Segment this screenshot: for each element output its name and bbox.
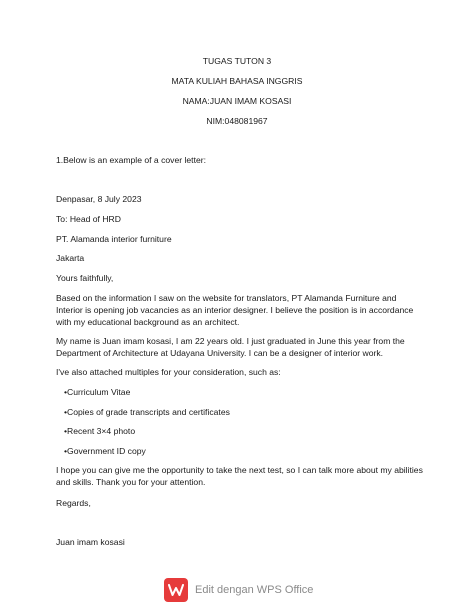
- letter-signature-name: Juan imam kosasi: [56, 537, 125, 547]
- letter-company: PT. Alamanda interior furniture: [56, 234, 172, 244]
- wps-logo-icon: [164, 578, 188, 602]
- attachments-intro: I've also attached multiples for your consideration, such as:: [56, 367, 281, 377]
- letter-closing-paragraph: I hope you can give me the opportunity to take the next test, so I can talk more about my abilities and skills. Thank you for your attention.: [56, 465, 423, 487]
- wps-edit-label: Edit dengan WPS Office: [195, 584, 314, 596]
- attachment-item: •Recent 3×4 photo: [64, 426, 136, 436]
- question-heading: 1.Below is an example of a cover letter:: [56, 155, 206, 165]
- letter-recipient: To: Head of HRD: [56, 214, 121, 224]
- attachment-item: •Curriculum Vitae: [64, 387, 131, 397]
- student-name: NAMA:JUAN IMAM KOSASI: [182, 96, 292, 106]
- letter-place-date: Denpasar, 8 July 2023: [56, 194, 142, 204]
- letter-regards: Regards,: [56, 498, 91, 508]
- letter-paragraph-1: Based on the information I saw on the website for translators, PT Alamanda Furniture and Interior is opening job vacancies as an interior designer. I believe the position is in accordance with my educational background as an architect.: [56, 293, 414, 327]
- wps-edit-watermark[interactable]: [164, 577, 324, 603]
- attachment-item: •Government ID copy: [64, 446, 146, 456]
- student-id: NIM:048081967: [206, 116, 268, 126]
- assignment-title: TUGAS TUTON 3: [202, 56, 272, 66]
- letter-salutation: Yours faithfully,: [56, 273, 114, 283]
- letter-paragraph-2: My name is Juan imam kosasi, I am 22 years old. I just graduated in June this year from the Department of Architecture at Udayana University. I can be a designer of interior work.: [56, 336, 405, 358]
- course-name: MATA KULIAH BAHASA INGGRIS: [171, 76, 303, 86]
- letter-city: Jakarta: [56, 253, 85, 263]
- attachment-item: •Copies of grade transcripts and certificates: [64, 407, 230, 417]
